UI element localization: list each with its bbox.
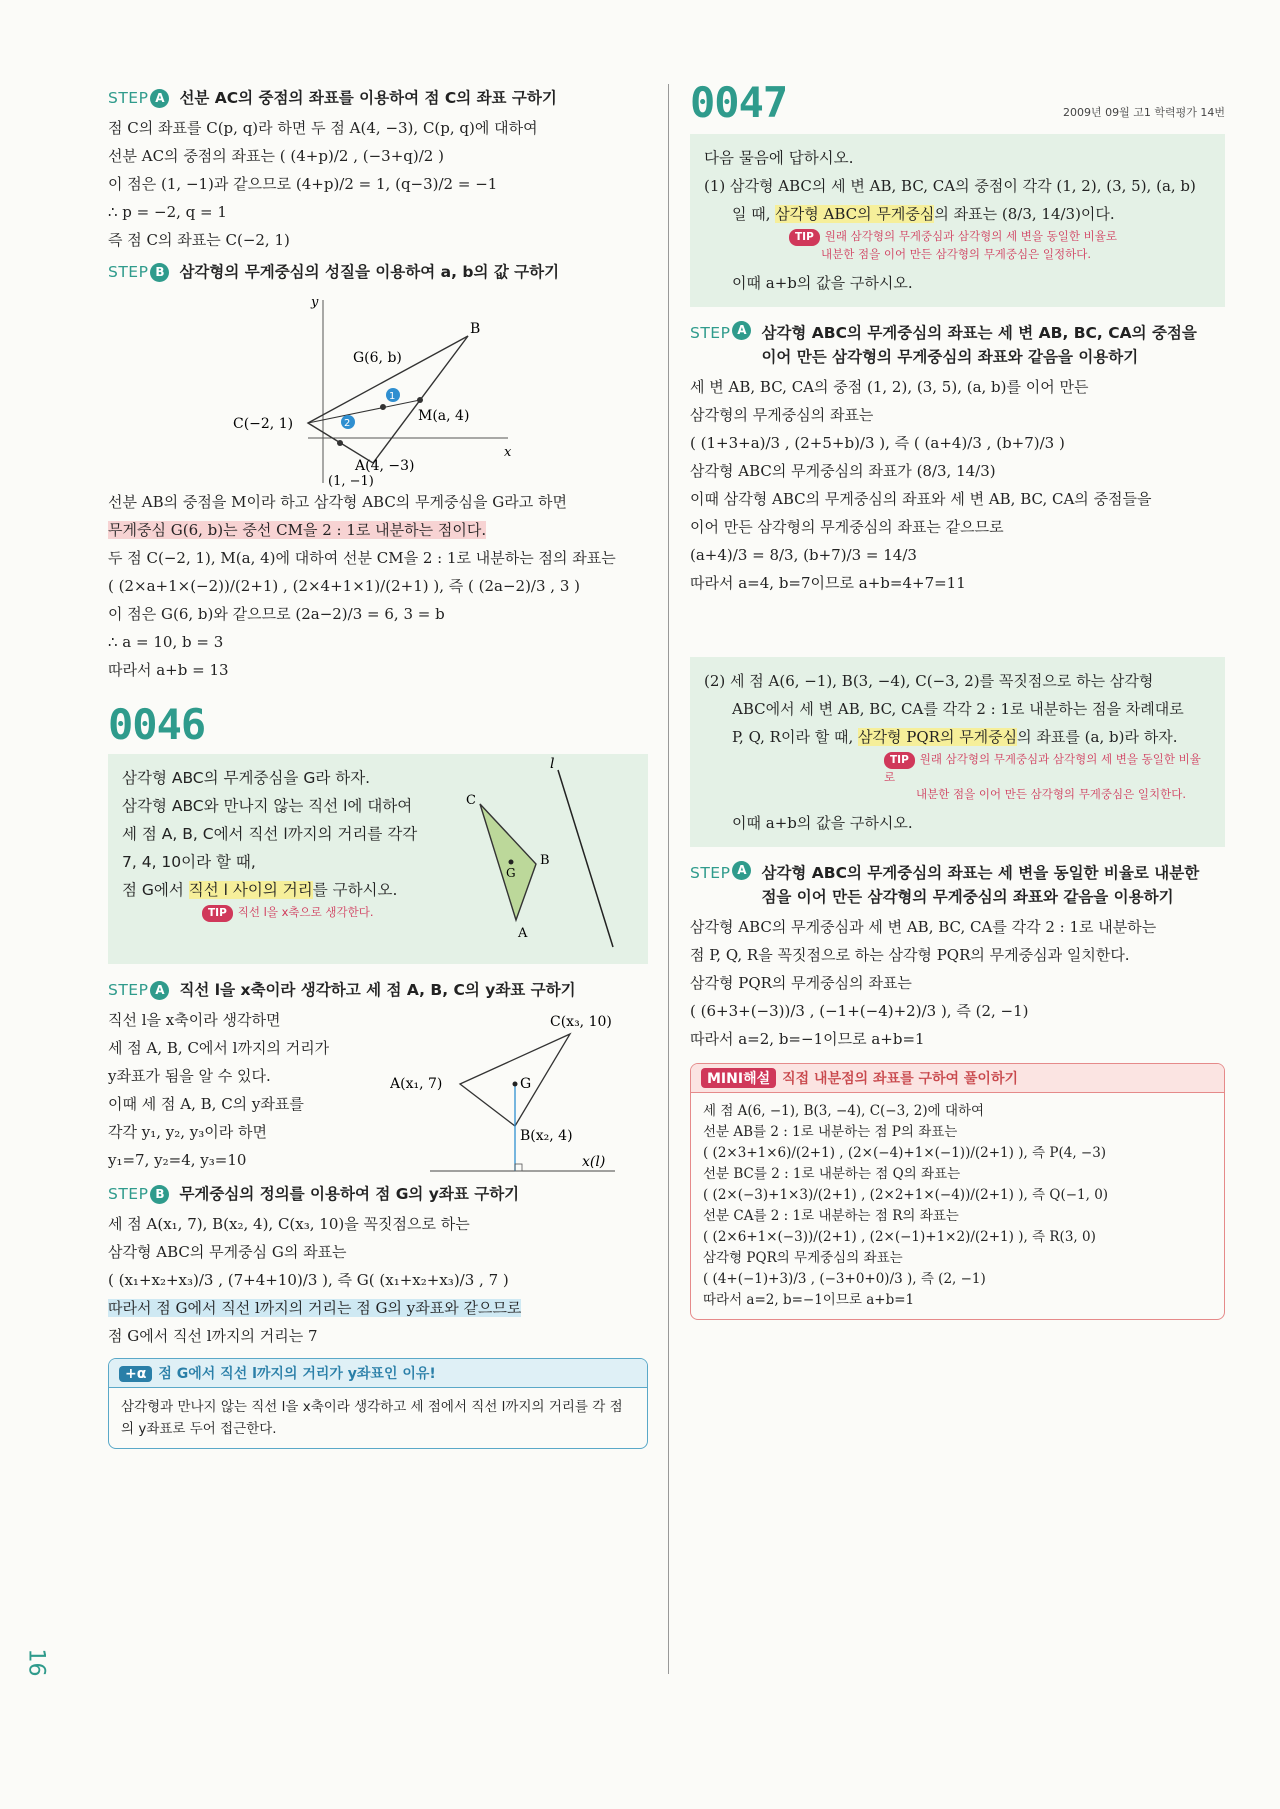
- problem-question: 이때 a+b의 값을 구하시오.: [732, 274, 913, 292]
- mini-line: 선분 AB를 2 : 1로 내분하는 점 P의 좌표는: [703, 1124, 958, 1140]
- coordinate-figure-0046: [390, 1006, 620, 1181]
- solution-line: 세 점 A(x₁, 7), B(x₂, 4), C(x₃, 10)을 꼭짓점으로 하는: [108, 1215, 470, 1233]
- vertex-b-label: B: [540, 853, 550, 868]
- column-divider: [668, 84, 669, 1674]
- step-letter: B: [150, 263, 169, 282]
- step-label: STEP: [108, 1185, 149, 1203]
- solution-line: y₁=7, y₂=4, y₃=10: [108, 1151, 247, 1169]
- step-letter: A: [732, 321, 751, 340]
- step-a-heading-0047-1: [690, 321, 1225, 369]
- mini-solution-box: [690, 1063, 1225, 1320]
- problem-line: (1) 삼각형 ABC의 세 변 AB, BC, CA의 중점이 각각 (1, 2), (3, 5), (a, b): [704, 177, 1196, 195]
- solution-line: ( (2×a+1×(−2))/(2+1) , (2×4+1×1)/(2+1) ), 즉 ( (2a−2)/3 , 3 ): [108, 577, 580, 595]
- q2-pre: P, Q, R이라 할 때,: [732, 728, 859, 746]
- problem-0046-box: [108, 754, 648, 964]
- midpoint-ac: [337, 440, 343, 446]
- step-b-heading-0046: [108, 1182, 648, 1206]
- problem-line: 삼각형 ABC와 만나지 않는 직선 l에 대하여: [122, 797, 413, 815]
- solution-line: 따라서 a+b = 13: [108, 661, 229, 679]
- point-c-coord-label: C(x₃, 10): [550, 1014, 612, 1030]
- centroid-g-point: [513, 1082, 518, 1087]
- step-label: STEP: [108, 981, 149, 999]
- solution-line: 점 G에서 직선 l까지의 거리는 7: [108, 1327, 318, 1345]
- tip-line: 내분한 점을 이어 만든 삼각형의 무게중심은 일정하다.: [821, 247, 1091, 261]
- mini-title: 직접 내분점의 좌표를 구하여 풀이하기: [782, 1071, 1019, 1087]
- problem-line: 7, 4, 10이라 할 때,: [122, 853, 256, 871]
- problem-number-0046: 0046: [108, 700, 206, 749]
- solution-line: 이어 만든 삼각형의 무게중심의 좌표는 같으므로: [690, 518, 1004, 536]
- mini-line: 선분 BC를 2 : 1로 내분하는 점 Q의 좌표는: [703, 1166, 961, 1182]
- solution-line: 삼각형 PQR의 무게중심의 좌표는: [690, 974, 912, 992]
- vertex-a-label: A: [518, 926, 528, 941]
- point-c-label: C(−2, 1): [233, 416, 294, 432]
- right-column: [690, 80, 1225, 1320]
- centroid-figure: [108, 288, 648, 488]
- step-label: STEP: [108, 89, 149, 107]
- solution-line: 즉 점 C의 좌표는 C(−2, 1): [108, 231, 290, 249]
- step-a-heading-0046: [108, 978, 648, 1002]
- mini-line: 세 점 A(6, −1), B(3, −4), C(−3, 2)에 대하여: [703, 1103, 985, 1119]
- midpoint-m: [417, 397, 423, 403]
- step-title-line: 이어 만든 삼각형의 무게중심의 좌표와 같음을 이용하기: [761, 348, 1139, 366]
- step-title-line: 삼각형 ABC의 무게중심의 좌표는 세 변 AB, BC, CA의 중점을: [761, 324, 1197, 342]
- solution-line: 삼각형의 무게중심의 좌표는: [690, 406, 874, 424]
- solution-line: 세 점 A, B, C에서 l까지의 거리가: [108, 1039, 330, 1057]
- solution-line: 따라서 a=2, b=−1이므로 a+b=1: [690, 1030, 925, 1048]
- tip-line: 내분한 점을 이어 만든 삼각형의 무게중심은 일치한다.: [916, 787, 1186, 801]
- mini-line: 따라서 a=2, b=−1이므로 a+b=1: [703, 1292, 915, 1308]
- step-title-line: 점을 이어 만든 삼각형의 무게중심의 좌표와 같음을 이용하기: [761, 888, 1174, 906]
- problem-0047-box: [690, 134, 1225, 307]
- solution-line: 직선 l을 x축이라 생각하면: [108, 1011, 281, 1029]
- highlight-text: 따라서 점 G에서 직선 l까지의 거리는 점 G의 y좌표와 같으므로: [108, 1299, 522, 1317]
- solution-line: 삼각형 ABC의 무게중심의 좌표가 (8/3, 14/3): [690, 462, 996, 480]
- step-a-heading-0047-2: [690, 861, 1225, 909]
- q1-post: 의 좌표는 (8/3, 14/3)이다.: [934, 205, 1115, 223]
- plus-alpha-box: [108, 1358, 648, 1449]
- step-title: 삼각형의 무게중심의 성질을 이용하여 a, b의 값 구하기: [179, 263, 560, 281]
- line-l-label: l: [550, 756, 555, 772]
- solution-line: 이때 세 점 A, B, C의 y좌표를: [108, 1095, 304, 1113]
- page-number: 16: [23, 1648, 49, 1677]
- plus-alpha-header: [109, 1359, 647, 1388]
- problem-source: 2009년 09월 고1 학력평가 14번: [1063, 106, 1225, 119]
- solution-line: 삼각형 ABC의 무게중심 G의 좌표는: [108, 1243, 347, 1261]
- solution-line: ( (6+3+(−3))/3 , (−1+(−4)+2)/3 ), 즉 (2, −1): [690, 1002, 1029, 1020]
- tip-badge: TIP: [789, 229, 820, 246]
- q1-highlight: 삼각형 ABC의 무게중심: [775, 205, 935, 223]
- problem-line: ABC에서 세 변 AB, BC, CA를 각각 2 : 1로 내분하는 점을 차례대로: [732, 700, 1184, 718]
- solution-line: 각각 y₁, y₂, y₃이라 하면: [108, 1123, 268, 1141]
- step-a-heading: [108, 86, 648, 110]
- x-axis-label: x: [504, 445, 512, 460]
- q2-highlight: 삼각형 PQR의 무게중심: [858, 728, 1018, 746]
- median-cm: [308, 400, 420, 423]
- solution-line: 이 점은 (1, −1)과 같으므로 (4+p)/2 = 1, (q−3)/2 = −1: [108, 175, 498, 193]
- solution-line: ∴ p = −2, q = 1: [108, 203, 227, 221]
- tip-line: [884, 751, 1211, 786]
- mini-line: 선분 CA를 2 : 1로 내분하는 점 R의 좌표는: [703, 1208, 959, 1224]
- point-a-coord-label: A(x₁, 7): [390, 1076, 443, 1092]
- x-axis-l-label: x(l): [582, 1154, 606, 1170]
- plus-alpha-badge: +α: [119, 1366, 152, 1382]
- solution-line: 세 변 AB, BC, CA의 중점 (1, 2), (3, 5), (a, b)를 이어 만든: [690, 378, 1089, 396]
- point-g-label: G(6, b): [353, 350, 402, 366]
- step-a-0046-body: [108, 1006, 648, 1176]
- solution-line: 이 점은 G(6, b)와 같으므로 (2a−2)/3 = 6, 3 = b: [108, 605, 445, 623]
- y-axis-label: y: [311, 295, 319, 310]
- step-title: [761, 321, 1196, 369]
- solution-line: 따라서 a=4, b=7이므로 a+b=4+7=11: [690, 574, 966, 592]
- step-label: STEP: [690, 324, 731, 342]
- step-title: [761, 861, 1199, 909]
- solution-line: 점 P, Q, R을 꼭짓점으로 하는 삼각형 PQR의 무게중심과 일치한다.: [690, 946, 1130, 964]
- centroid-g-label: G: [506, 866, 516, 880]
- step-letter: A: [150, 981, 169, 1000]
- step-title: 선분 AC의 중점의 좌표를 이용하여 점 C의 좌표 구하기: [179, 89, 557, 107]
- solution-line: y좌표가 됨을 알 수 있다.: [108, 1067, 271, 1085]
- step-title: 직선 l을 x축이라 생각하고 세 점 A, B, C의 y좌표 구하기: [179, 981, 576, 999]
- tip-line: [789, 228, 1211, 246]
- step-letter: A: [150, 89, 169, 108]
- problem-line: 삼각형 ABC의 무게중심을 G라 하자.: [122, 769, 371, 787]
- point-m-label: M(a, 4): [418, 408, 470, 424]
- solution-line: 삼각형 ABC의 무게중심과 세 변 AB, BC, CA를 각각 2 : 1로 내분하는: [690, 918, 1157, 936]
- centroid-g-dot: [509, 860, 514, 865]
- solution-line: (a+4)/3 = 8/3, (b+7)/3 = 14/3: [690, 546, 917, 564]
- point-b-coord-label: B(x₂, 4): [520, 1128, 573, 1144]
- vertex-c-label: C: [466, 793, 476, 808]
- q1-pre: 일 때,: [732, 205, 776, 223]
- plus-alpha-title: 점 G에서 직선 l까지의 거리가 y좌표인 이유!: [158, 1366, 436, 1382]
- question-pre: 점 G에서: [122, 881, 189, 899]
- plus-alpha-body: 삼각형과 만나지 않는 직선 l을 x축이라 생각하고 세 점에서 직선 l까지의 거리를 각 점의 y좌표로 두어 접근한다.: [121, 1399, 623, 1437]
- point-g-coord-label: G: [520, 1076, 532, 1092]
- solution-highlight: [108, 1294, 648, 1322]
- problem-line: 세 점 A, B, C에서 직선 l까지의 거리를 각각: [122, 825, 418, 843]
- tip-badge: TIP: [884, 752, 915, 769]
- left-column: [108, 80, 648, 1449]
- step-b-heading: [108, 260, 648, 284]
- mini-badge: MINI해설: [701, 1068, 776, 1088]
- mini-line: ( (2×(−3)+1×3)/(2+1) , (2×2+1×(−4))/(2+1) ), 즉 Q(−1, 0): [703, 1187, 1109, 1203]
- point-b-label: B: [470, 321, 481, 337]
- solution-line: 선분 AC의 중점의 좌표는 ( (4+p)/2 , (−3+q)/2 ): [108, 147, 444, 165]
- mini-line: ( (4+(−1)+3)/3 , (−3+0+0)/3 ), 즉 (2, −1): [703, 1271, 986, 1287]
- tip-text: 원래 삼각형의 무게중심과 삼각형의 세 변을 동일한 비율로: [884, 752, 1201, 784]
- problem-0047-header: [690, 80, 1225, 126]
- line-l: [558, 770, 613, 947]
- solution-line: 점 C의 좌표를 C(p, q)라 하면 두 점 A(4, −3), C(p, q)에 대하여: [108, 119, 538, 137]
- solution-highlight: [108, 516, 648, 544]
- step-letter: B: [150, 1185, 169, 1204]
- problem-line: [704, 200, 1211, 228]
- step-title: 무게중심의 정의를 이용하여 점 G의 y좌표 구하기: [179, 1185, 520, 1203]
- tip-text: 원래 삼각형의 무게중심과 삼각형의 세 변을 동일한 비율로: [824, 229, 1117, 243]
- solution-line: ( (1+3+a)/3 , (2+5+b)/3 ), 즉 ( (a+4)/3 , (b+7)/3 ): [690, 434, 1065, 452]
- question-post: 를 구하시오.: [312, 881, 398, 899]
- question-highlight: 직선 l 사이의 거리: [188, 881, 313, 899]
- problem-0047-2-box: [690, 657, 1225, 847]
- right-angle-mark: [515, 1164, 522, 1171]
- problem-0046-figure: [458, 752, 628, 952]
- problem-intro: 다음 물음에 답하시오.: [704, 149, 854, 167]
- mini-solution-body: [691, 1093, 1224, 1319]
- problem-question: 이때 a+b의 값을 구하시오.: [732, 814, 913, 832]
- tip-text: 직선 l을 x축으로 생각한다.: [237, 905, 374, 919]
- step-letter: A: [732, 861, 751, 880]
- solution-line: 이때 삼각형 ABC의 무게중심의 좌표와 세 변 AB, BC, CA의 중점들을: [690, 490, 1152, 508]
- centroid-point: [380, 404, 386, 410]
- mini-line: ( (2×6+1×(−3))/(2+1) , (2×(−1)+1×2)/(2+1) ), 즉 R(3, 0): [703, 1229, 1096, 1245]
- solution-line: ( (x₁+x₂+x₃)/3 , (7+4+10)/3 ), 즉 G( (x₁+x₂+x₃)/3 , 7 ): [108, 1271, 509, 1289]
- solution-line: 선분 AB의 중점을 M이라 하고 삼각형 ABC의 무게중심을 G라고 하면: [108, 493, 567, 511]
- mini-solution-header: [691, 1064, 1224, 1093]
- marker-1-label: 1: [389, 391, 396, 402]
- triangle-abc-shaded: [480, 804, 536, 920]
- step-label: STEP: [690, 864, 731, 882]
- step-title-line: 삼각형 ABC의 무게중심의 좌표는 세 변을 동일한 비율로 내분한: [761, 864, 1200, 882]
- q2-post: 의 좌표를 (a, b)라 하자.: [1017, 728, 1178, 746]
- solution-line: 두 점 C(−2, 1), M(a, 4)에 대하여 선분 CM을 2 : 1로 내분하는 점의 좌표는: [108, 549, 616, 567]
- mini-line: 삼각형 PQR의 무게중심의 좌표는: [703, 1250, 903, 1266]
- solution-line: ∴ a = 10, b = 3: [108, 633, 224, 651]
- problem-number-0047: 0047: [690, 78, 788, 127]
- highlight-text: 무게중심 G(6, b)는 중선 CM을 2 : 1로 내분하는 점이다.: [108, 521, 487, 539]
- problem-line: [704, 723, 1211, 751]
- problem-line: (2) 세 점 A(6, −1), B(3, −4), C(−3, 2)를 꼭짓점으로 하는 삼각형: [704, 672, 1154, 690]
- tip-badge: TIP: [202, 905, 233, 922]
- midpoint-ac-label: (1, −1): [328, 474, 374, 488]
- mini-line: ( (2×3+1×6)/(2+1) , (2×(−4)+1×(−1))/(2+1) ), 즉 P(4, −3): [703, 1145, 1107, 1161]
- marker-2-label: 2: [344, 418, 351, 429]
- step-label: STEP: [108, 263, 149, 281]
- point-a-label: A(4, −3): [355, 458, 415, 474]
